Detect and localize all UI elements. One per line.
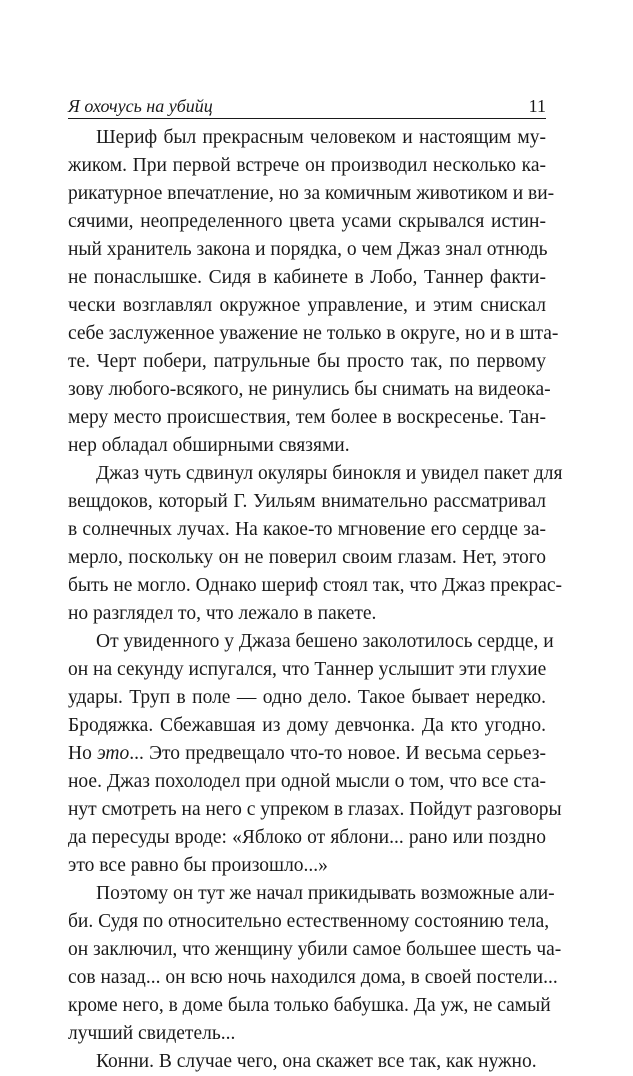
text-line: Поэтому он тут же начал прикидывать возможные али- xyxy=(96,883,555,904)
paragraph xyxy=(68,880,562,1048)
text-line: зову любого-всякого, не ринулись бы снимать на видеока- xyxy=(68,379,551,400)
text-line: он на секунду испугался, что Таннер услышит эти глухие xyxy=(68,659,547,680)
body-text xyxy=(68,124,563,1076)
text-line: но разглядел то, что лежало в пакете. xyxy=(68,603,377,624)
text-line: нут смотреть на него с упреком в глазах. Пойдут разговоры xyxy=(68,799,562,820)
emphasis: это xyxy=(97,743,130,764)
text-line: Конни. В случае чего, она скажет все так, как нужно. xyxy=(96,1051,537,1072)
book-title: Я охочусь на убийц xyxy=(68,96,213,116)
text-line: Шериф был прекрасным человеком и настоящим му- xyxy=(96,127,546,148)
text-line: те. Черт побери, патрульные бы просто так, по первому xyxy=(68,351,546,372)
text-line: удары. Труп в поле — одно дело. Такое бывает нередко. xyxy=(68,687,546,708)
text-line: Но это... Это предвещало что-то новое. И весьма серьез- xyxy=(68,743,546,764)
text-line: ный хранитель закона и порядка, о чем Джаз знал отнюдь xyxy=(68,239,548,260)
text-line: не понаслышке. Сидя в кабинете в Лобо, Таннер факти- xyxy=(68,267,546,288)
text-line: нер обладал обширными связями. xyxy=(68,435,350,456)
text-line: чески возглавлял окружное управление, и этим снискал xyxy=(68,295,546,316)
text-line: Бродяжка. Сбежавшая из дому девчонка. Да кто угодно. xyxy=(68,715,546,736)
text-line: лучший свидетель... xyxy=(68,1023,236,1044)
paragraph xyxy=(68,628,562,880)
text-line: он заключил, что женщину убили самое большее шесть ча- xyxy=(68,939,562,960)
text-line: да пересуды вроде: «Яблоко от яблони... рано или поздно xyxy=(68,827,546,848)
text-line: вещдоков, который Г. Уильям внимательно рассматривал xyxy=(68,491,546,512)
text-line: ное. Джаз похолодел при одной мысли о том, что все ста- xyxy=(68,771,546,792)
paragraph xyxy=(68,460,563,628)
text-line: рикатурное впечатление, но за комичным животиком и ви- xyxy=(68,183,555,204)
text-line: это все равно бы произошло...» xyxy=(68,855,328,876)
paragraph xyxy=(68,1048,546,1076)
paragraph xyxy=(68,124,559,460)
text-line: мерло, поскольку он не поверил своим глазам. Нет, этого xyxy=(68,547,546,568)
text-line: Джаз чуть сдвинул окуляры бинокля и увидел пакет для xyxy=(96,463,563,484)
text-line: От увиденного у Джаза бешено заколотилось сердце, и xyxy=(96,631,554,652)
text-line: себе заслуженное уважение не только в округе, но и в шта- xyxy=(68,323,559,344)
text-line: в солнечных лучах. На какое-то мгновение его сердце за- xyxy=(68,519,546,540)
text-line: кроме него, в доме была только бабушка. Да уж, не самый xyxy=(68,995,551,1016)
header-rule xyxy=(68,118,546,119)
text-line: сячими, неопределенного цвета усами скрывался истин- xyxy=(68,211,546,232)
text-line: меру место происшествия, тем более в воскресенье. Тан- xyxy=(68,407,546,428)
text-line: сов назад... он всю ночь находился дома, в своей постели... xyxy=(68,967,558,988)
text-line: би. Судя по относительно естественному состоянию тела, xyxy=(68,911,550,932)
page-number: 11 xyxy=(528,96,546,116)
text-line: жиком. При первой встрече он производил несколько ка- xyxy=(68,155,546,176)
text-line: быть не могло. Однако шериф стоял так, что Джаз прекрас- xyxy=(68,575,563,596)
running-head xyxy=(68,95,546,117)
